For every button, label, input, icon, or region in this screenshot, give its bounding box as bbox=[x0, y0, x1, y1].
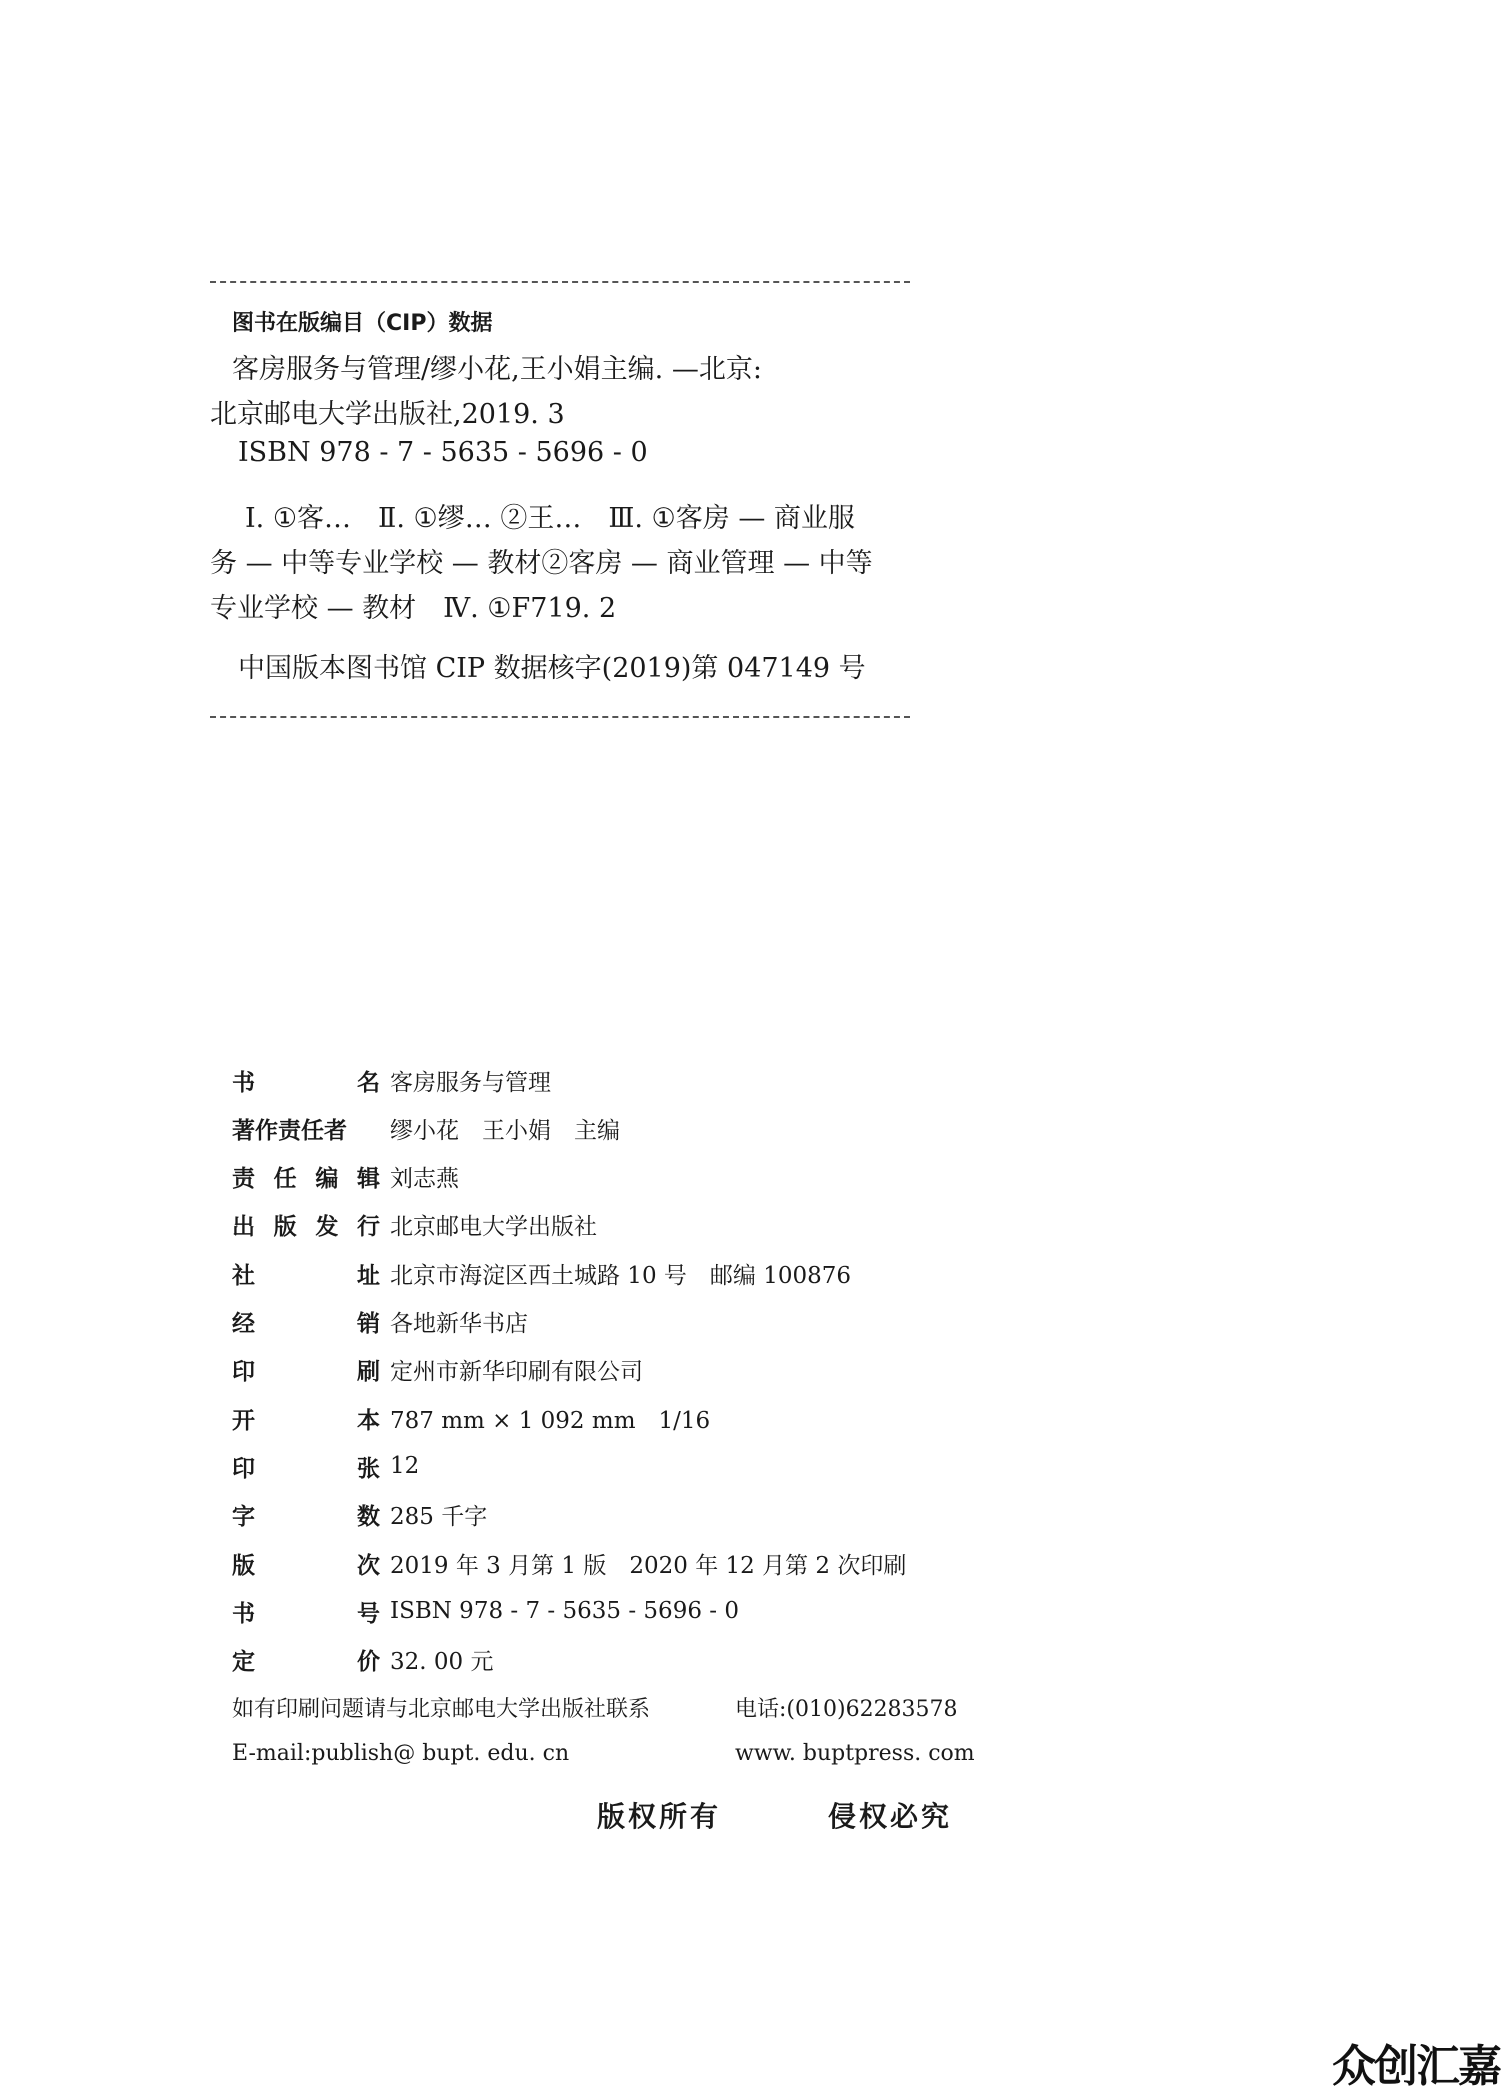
cip-bottom-divider bbox=[210, 716, 910, 718]
info-value: 12 bbox=[390, 1453, 420, 1480]
contact-notice: 如有印刷问题请与北京邮电大学出版社联系 bbox=[232, 1697, 651, 1722]
info-label-char: 名 bbox=[357, 1069, 380, 1096]
cip-line-number: 中国版本图书馆 CIP 数据核字(2019)第 047149 号 bbox=[238, 653, 866, 684]
info-label-char: 发 bbox=[315, 1214, 339, 1241]
info-label-char: 版 bbox=[232, 1552, 255, 1579]
info-label-char: 著作责任者 bbox=[232, 1117, 347, 1144]
info-value: 客房服务与管理 bbox=[390, 1069, 551, 1096]
info-row bbox=[232, 1450, 419, 1482]
info-label bbox=[232, 1064, 380, 1097]
info-label-char: 社 bbox=[232, 1262, 255, 1289]
piracy-warning: 侵权必究 bbox=[828, 1800, 953, 1833]
info-label-char: 印 bbox=[232, 1359, 255, 1386]
info-label-char: 次 bbox=[357, 1552, 380, 1579]
rights-reserved: 版权所有 bbox=[597, 1800, 722, 1833]
info-label-char: 本 bbox=[357, 1407, 380, 1434]
info-label bbox=[232, 1305, 380, 1338]
contact-phone: 电话:(010)62283578 bbox=[735, 1697, 958, 1722]
contact-website: www. buptpress. com bbox=[735, 1741, 975, 1766]
info-value: 北京邮电大学出版社 bbox=[390, 1214, 597, 1241]
info-value: 定州市新华印刷有限公司 bbox=[390, 1359, 643, 1386]
info-value: 2019 年 3 月第 1 版 2020 年 12 月第 2 次印刷 bbox=[390, 1552, 907, 1579]
info-value: 各地新华书店 bbox=[390, 1311, 528, 1337]
info-row bbox=[232, 1354, 643, 1386]
info-label bbox=[232, 1595, 380, 1628]
info-label-char: 数 bbox=[357, 1504, 380, 1531]
cip-line-5: 务 — 中等专业学校 — 教材②客房 — 商业管理 — 中等 bbox=[210, 548, 873, 579]
info-value: 32. 00 元 bbox=[390, 1649, 494, 1676]
cip-line-1: 客房服务与管理/缪小花,王小娟主编. —北京: bbox=[232, 354, 762, 385]
info-label-char: 版 bbox=[273, 1214, 297, 1241]
info-label-char: 价 bbox=[357, 1649, 380, 1676]
info-label-char: 编 bbox=[315, 1166, 339, 1193]
contact-email: E-mail:publish@ bupt. edu. cn bbox=[232, 1741, 570, 1766]
info-label-char: 责 bbox=[232, 1166, 255, 1193]
info-value: 北京市海淀区西土城路 10 号 邮编 100876 bbox=[390, 1262, 851, 1289]
info-label bbox=[232, 1208, 380, 1241]
cip-heading: 图书在版编目（CIP）数据 bbox=[232, 311, 493, 336]
info-label bbox=[232, 1257, 380, 1290]
info-value: ISBN 978 - 7 - 5635 - 5696 - 0 bbox=[390, 1598, 739, 1625]
info-label bbox=[232, 1547, 380, 1580]
info-label-char: 任 bbox=[273, 1166, 297, 1193]
info-label-char: 号 bbox=[357, 1600, 380, 1627]
cip-line-isbn: ISBN 978 - 7 - 5635 - 5696 - 0 bbox=[238, 437, 648, 468]
info-row bbox=[232, 1257, 851, 1289]
info-label-char: 辑 bbox=[356, 1166, 380, 1193]
info-value: 787 mm × 1 092 mm 1/16 bbox=[390, 1407, 711, 1434]
info-label-char: 定 bbox=[232, 1649, 255, 1676]
cip-line-4: Ⅰ. ①客… Ⅱ. ①缪… ②王… Ⅲ. ①客房 — 商业服 bbox=[245, 503, 855, 534]
info-label bbox=[232, 1353, 380, 1386]
info-label bbox=[232, 1450, 380, 1483]
cip-line-6: 专业学校 — 教材 Ⅳ. ①F719. 2 bbox=[210, 593, 617, 624]
info-label-char: 书 bbox=[232, 1069, 255, 1096]
info-label bbox=[232, 1112, 380, 1145]
info-label bbox=[232, 1643, 380, 1676]
info-value: 刘志燕 bbox=[390, 1166, 459, 1193]
info-label bbox=[232, 1498, 380, 1531]
info-value: 285 千字 bbox=[390, 1504, 488, 1531]
info-row bbox=[232, 1547, 906, 1579]
info-label-char: 出 bbox=[232, 1214, 255, 1241]
info-label bbox=[232, 1402, 380, 1435]
info-row bbox=[232, 1644, 493, 1676]
info-label-char: 刷 bbox=[357, 1359, 380, 1386]
cip-top-divider bbox=[210, 281, 910, 283]
info-label-char: 址 bbox=[357, 1262, 380, 1289]
info-label-char: 行 bbox=[356, 1214, 380, 1241]
info-row bbox=[232, 1064, 551, 1096]
info-label-char: 张 bbox=[357, 1455, 380, 1482]
info-label-char: 书 bbox=[232, 1600, 255, 1627]
info-label-char: 经 bbox=[232, 1311, 255, 1337]
watermark-logo: 众创汇嘉 bbox=[1332, 2041, 1500, 2092]
info-row bbox=[232, 1499, 487, 1531]
cip-line-2: 北京邮电大学出版社,2019. 3 bbox=[210, 399, 565, 430]
info-label-char: 印 bbox=[232, 1455, 255, 1482]
info-row bbox=[232, 1402, 710, 1434]
info-row bbox=[232, 1161, 459, 1193]
info-label-char: 字 bbox=[232, 1504, 255, 1531]
info-row bbox=[232, 1209, 597, 1241]
info-row bbox=[232, 1595, 739, 1627]
info-value: 缪小花 王小娟 主编 bbox=[390, 1117, 620, 1144]
info-label-char: 销 bbox=[357, 1311, 380, 1337]
info-label-char: 开 bbox=[232, 1407, 255, 1434]
info-row bbox=[232, 1306, 528, 1338]
info-row bbox=[232, 1112, 620, 1144]
info-label bbox=[232, 1160, 380, 1193]
